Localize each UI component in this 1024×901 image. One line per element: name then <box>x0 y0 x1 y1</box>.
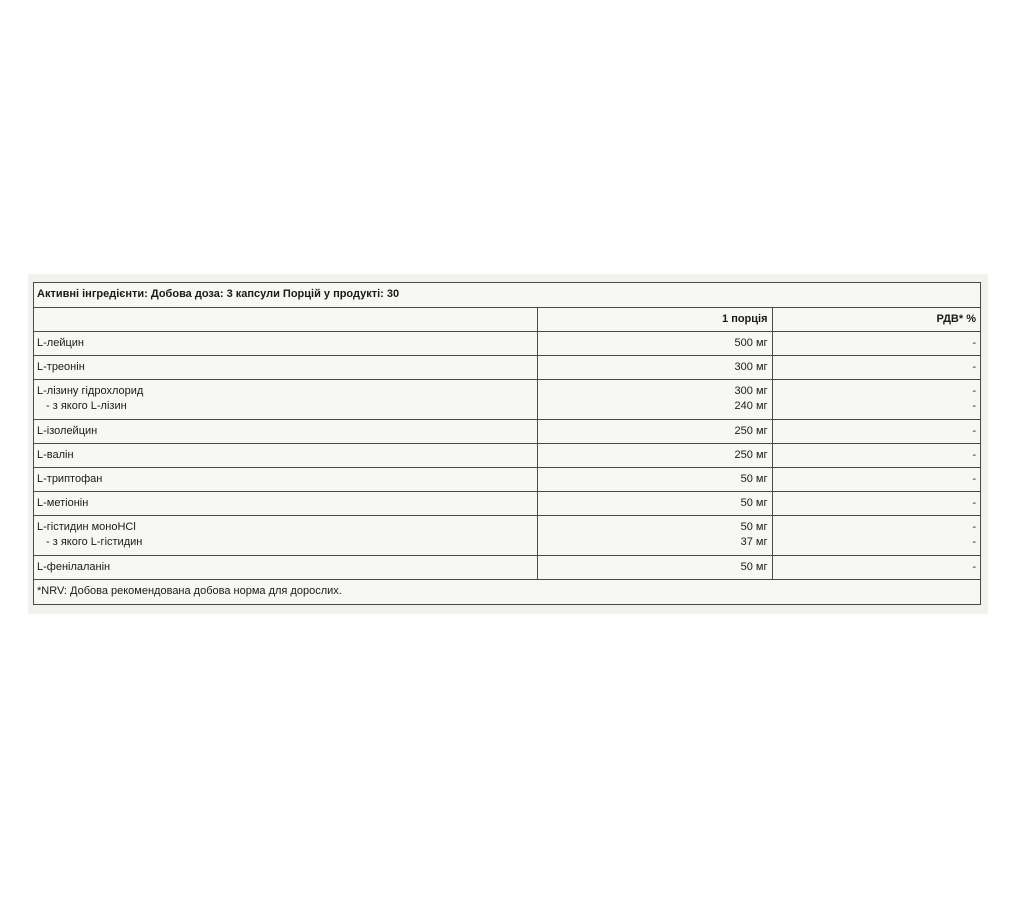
ingredient-amount: 50 мг <box>538 556 772 580</box>
ingredient-rdv: - <box>772 444 980 468</box>
table-row <box>34 420 981 444</box>
ingredient-rdv: - <box>772 356 980 380</box>
ingredient-amount: 500 мг <box>538 332 772 356</box>
supplement-facts-table <box>33 282 981 605</box>
ingredient-amount: 300 мг <box>538 356 772 380</box>
table-footnote: *NRV: Добова рекомендована добова норма для дорослих. <box>34 580 981 605</box>
ingredient-name: L-триптофан <box>34 468 538 492</box>
ingredient-amount: 50 мг <box>538 468 772 492</box>
ingredient-amount-cell <box>538 516 772 556</box>
ingredient-rdv: - <box>972 385 976 397</box>
ingredient-name: L-фенілаланін <box>34 556 538 580</box>
ingredient-rdv: - <box>772 556 980 580</box>
ingredient-name: L-ізолейцин <box>34 420 538 444</box>
header-name <box>34 308 538 332</box>
ingredient-amount: 250 мг <box>538 444 772 468</box>
table-title: Активні інгредієнти: Добова доза: 3 капсули Порцій у продукті: 30 <box>34 283 981 308</box>
sub-ingredient-amount: 240 мг <box>734 400 768 412</box>
ingredient-name: L-метіонін <box>34 492 538 516</box>
table-row <box>34 492 981 516</box>
ingredient-rdv-cell <box>772 380 980 420</box>
table-footnote-row <box>34 580 981 605</box>
table-row <box>34 556 981 580</box>
header-rdv: РДВ* % <box>772 308 980 332</box>
table-row <box>34 332 981 356</box>
ingredient-amount: 250 мг <box>538 420 772 444</box>
ingredient-rdv: - <box>972 521 976 533</box>
table-row <box>34 380 981 420</box>
ingredient-name: L-гістидин моноHCl <box>37 521 136 533</box>
table-row <box>34 516 981 556</box>
table-row <box>34 444 981 468</box>
sub-ingredient-name: - з якого L-гістидин <box>46 536 143 548</box>
ingredient-name-cell <box>34 380 538 420</box>
ingredient-rdv: - <box>772 492 980 516</box>
ingredient-name: L-валін <box>34 444 538 468</box>
table-title-row <box>34 283 981 308</box>
ingredient-rdv: - <box>772 332 980 356</box>
ingredient-rdv: - <box>772 468 980 492</box>
ingredient-name: L-лейцин <box>34 332 538 356</box>
ingredient-amount-cell <box>538 380 772 420</box>
table-row <box>34 468 981 492</box>
ingredient-amount: 50 мг <box>740 521 768 533</box>
header-amount: 1 порція <box>538 308 772 332</box>
ingredient-amount: 300 мг <box>734 385 768 397</box>
ingredient-amount: 50 мг <box>538 492 772 516</box>
ingredient-name: L-треонін <box>34 356 538 380</box>
sub-ingredient-rdv: - <box>972 536 976 548</box>
ingredient-name-cell <box>34 516 538 556</box>
ingredient-name: L-лізину гідрохлорид <box>37 385 144 397</box>
ingredient-rdv-cell <box>772 516 980 556</box>
sub-ingredient-amount: 37 мг <box>740 536 768 548</box>
ingredient-rdv: - <box>772 420 980 444</box>
table-row <box>34 356 981 380</box>
sub-ingredient-rdv: - <box>972 400 976 412</box>
table-header-row <box>34 308 981 332</box>
sub-ingredient-name: - з якого L-лізин <box>46 400 127 412</box>
